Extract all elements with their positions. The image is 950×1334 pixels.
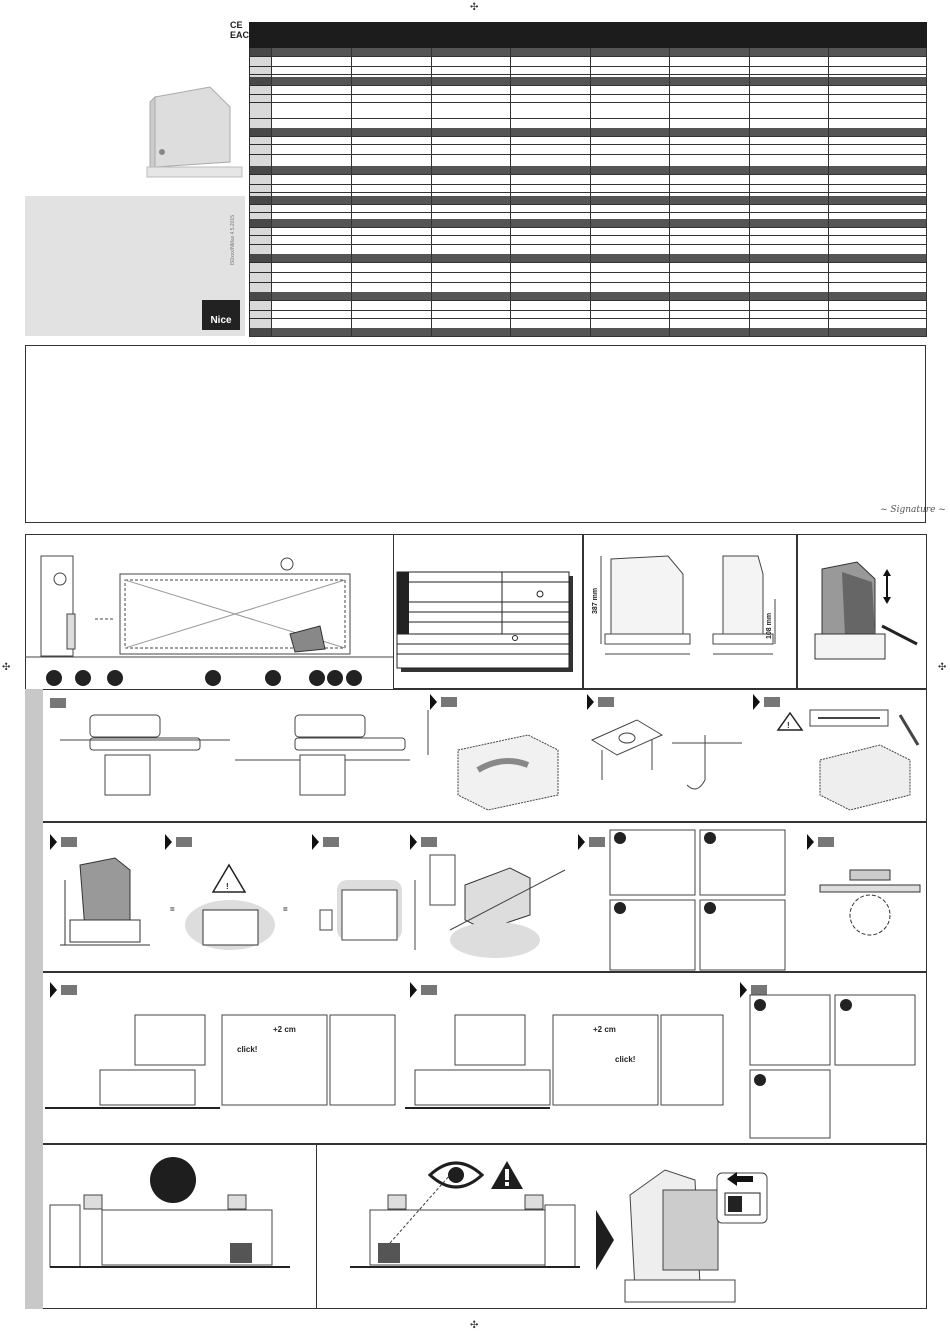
registration-mark-left: ✣	[2, 662, 11, 673]
step-4-2	[410, 982, 437, 998]
motor-placement-figure	[60, 850, 160, 960]
motor-control-figure	[625, 1165, 775, 1305]
svg-text:=: =	[170, 905, 175, 914]
table-header	[249, 22, 927, 48]
rack-offset-label-2: +2 cm	[593, 1025, 616, 1034]
table-column-line	[271, 48, 272, 336]
substep-b	[704, 832, 716, 844]
registration-mark-top: ✣	[470, 2, 479, 13]
product-panel	[25, 22, 245, 194]
mounting-position-figure	[60, 700, 420, 815]
registration-mark-bottom: ✣	[470, 1320, 479, 1331]
table-column-line	[351, 48, 352, 336]
spec-table	[249, 22, 927, 336]
step-3-1	[50, 834, 77, 850]
table-column-line	[431, 48, 432, 336]
table-column-line	[669, 48, 670, 336]
arrow-left-icon	[727, 1172, 753, 1186]
gear-rack-figure	[820, 870, 920, 940]
anchor-plate-figure	[587, 710, 747, 815]
eye-icon[interactable]	[428, 1157, 484, 1193]
step-3-5	[578, 834, 605, 850]
limit-switch-close-figure	[405, 1010, 725, 1110]
section-5-sidebar	[25, 1144, 43, 1309]
step-2-3	[587, 694, 614, 710]
substep-c	[614, 902, 626, 914]
limit-switch-open-figure	[45, 1010, 395, 1110]
step-4-1	[50, 982, 77, 998]
step-2-2	[430, 694, 457, 710]
step-3-3	[312, 834, 339, 850]
table-column-line	[828, 48, 829, 336]
warning-icon-3	[490, 1160, 524, 1190]
wiring-table	[397, 572, 575, 676]
table-column-line	[590, 48, 591, 336]
callout-1	[46, 670, 62, 686]
rack-mount-figure	[410, 850, 570, 965]
section-3-sidebar	[25, 822, 43, 972]
eac-mark: EAC	[230, 30, 250, 40]
callout-2	[75, 670, 91, 686]
level-check-figure	[165, 860, 300, 960]
svg-text:!: !	[226, 882, 229, 891]
product-image	[25, 22, 245, 194]
section-4-sidebar	[25, 972, 43, 1144]
nice-logo: Nice	[202, 300, 240, 330]
step-2-4	[753, 694, 780, 710]
document-code: IS0xxx/NMax 4.5.2015	[230, 215, 236, 266]
table-row-line	[249, 336, 927, 337]
dimensions-figure	[583, 534, 797, 689]
callout-6	[309, 670, 325, 686]
warning-icon	[778, 713, 802, 730]
gate-check-figure	[350, 1195, 580, 1275]
substep-a	[614, 832, 626, 844]
registration-mark-right: ✣	[938, 662, 947, 673]
certification-marks	[230, 20, 249, 40]
svg-text:=: =	[283, 905, 288, 914]
step-3-4	[410, 834, 437, 850]
height-dimension: 387 mm	[592, 587, 599, 614]
step-3-6	[807, 834, 834, 850]
proceed-arrow	[596, 1210, 616, 1270]
signature: ~ Signature ~	[880, 505, 946, 515]
section-5-divider	[316, 1144, 317, 1309]
rack-offset-label: +2 cm	[273, 1025, 296, 1034]
callout-5	[265, 670, 281, 686]
substep-d	[704, 902, 716, 914]
declaration-box	[25, 345, 926, 523]
concrete-pour-figure	[780, 705, 925, 817]
table-column-line	[510, 48, 511, 336]
cover-removal-figure	[797, 534, 927, 689]
width-dimension: 108 mm	[766, 612, 773, 639]
table-row-labels	[249, 48, 271, 336]
click-label: click!	[237, 1045, 258, 1054]
foundation-pit-figure	[428, 710, 568, 815]
ce-mark: CE	[230, 20, 243, 30]
section-2-sidebar	[25, 689, 43, 822]
gate-ok-figure	[50, 1195, 290, 1275]
table-column-line	[926, 48, 927, 336]
callout-7	[327, 670, 343, 686]
motor-side-figure	[312, 870, 402, 950]
callout-8	[346, 670, 362, 686]
substep-f	[840, 999, 852, 1011]
release-sequence-figure	[610, 830, 785, 970]
relock-sequence-figure	[750, 995, 920, 1140]
table-column-line	[749, 48, 750, 336]
svg-text:!: !	[787, 721, 790, 730]
installation-overview	[25, 534, 393, 689]
substep-g	[754, 1074, 766, 1086]
callout-4	[205, 670, 221, 686]
callout-3	[107, 670, 123, 686]
click-label-2: click!	[615, 1055, 636, 1064]
warning-icon-2	[213, 865, 245, 892]
substep-e	[754, 999, 766, 1011]
step-3-2	[165, 834, 192, 850]
